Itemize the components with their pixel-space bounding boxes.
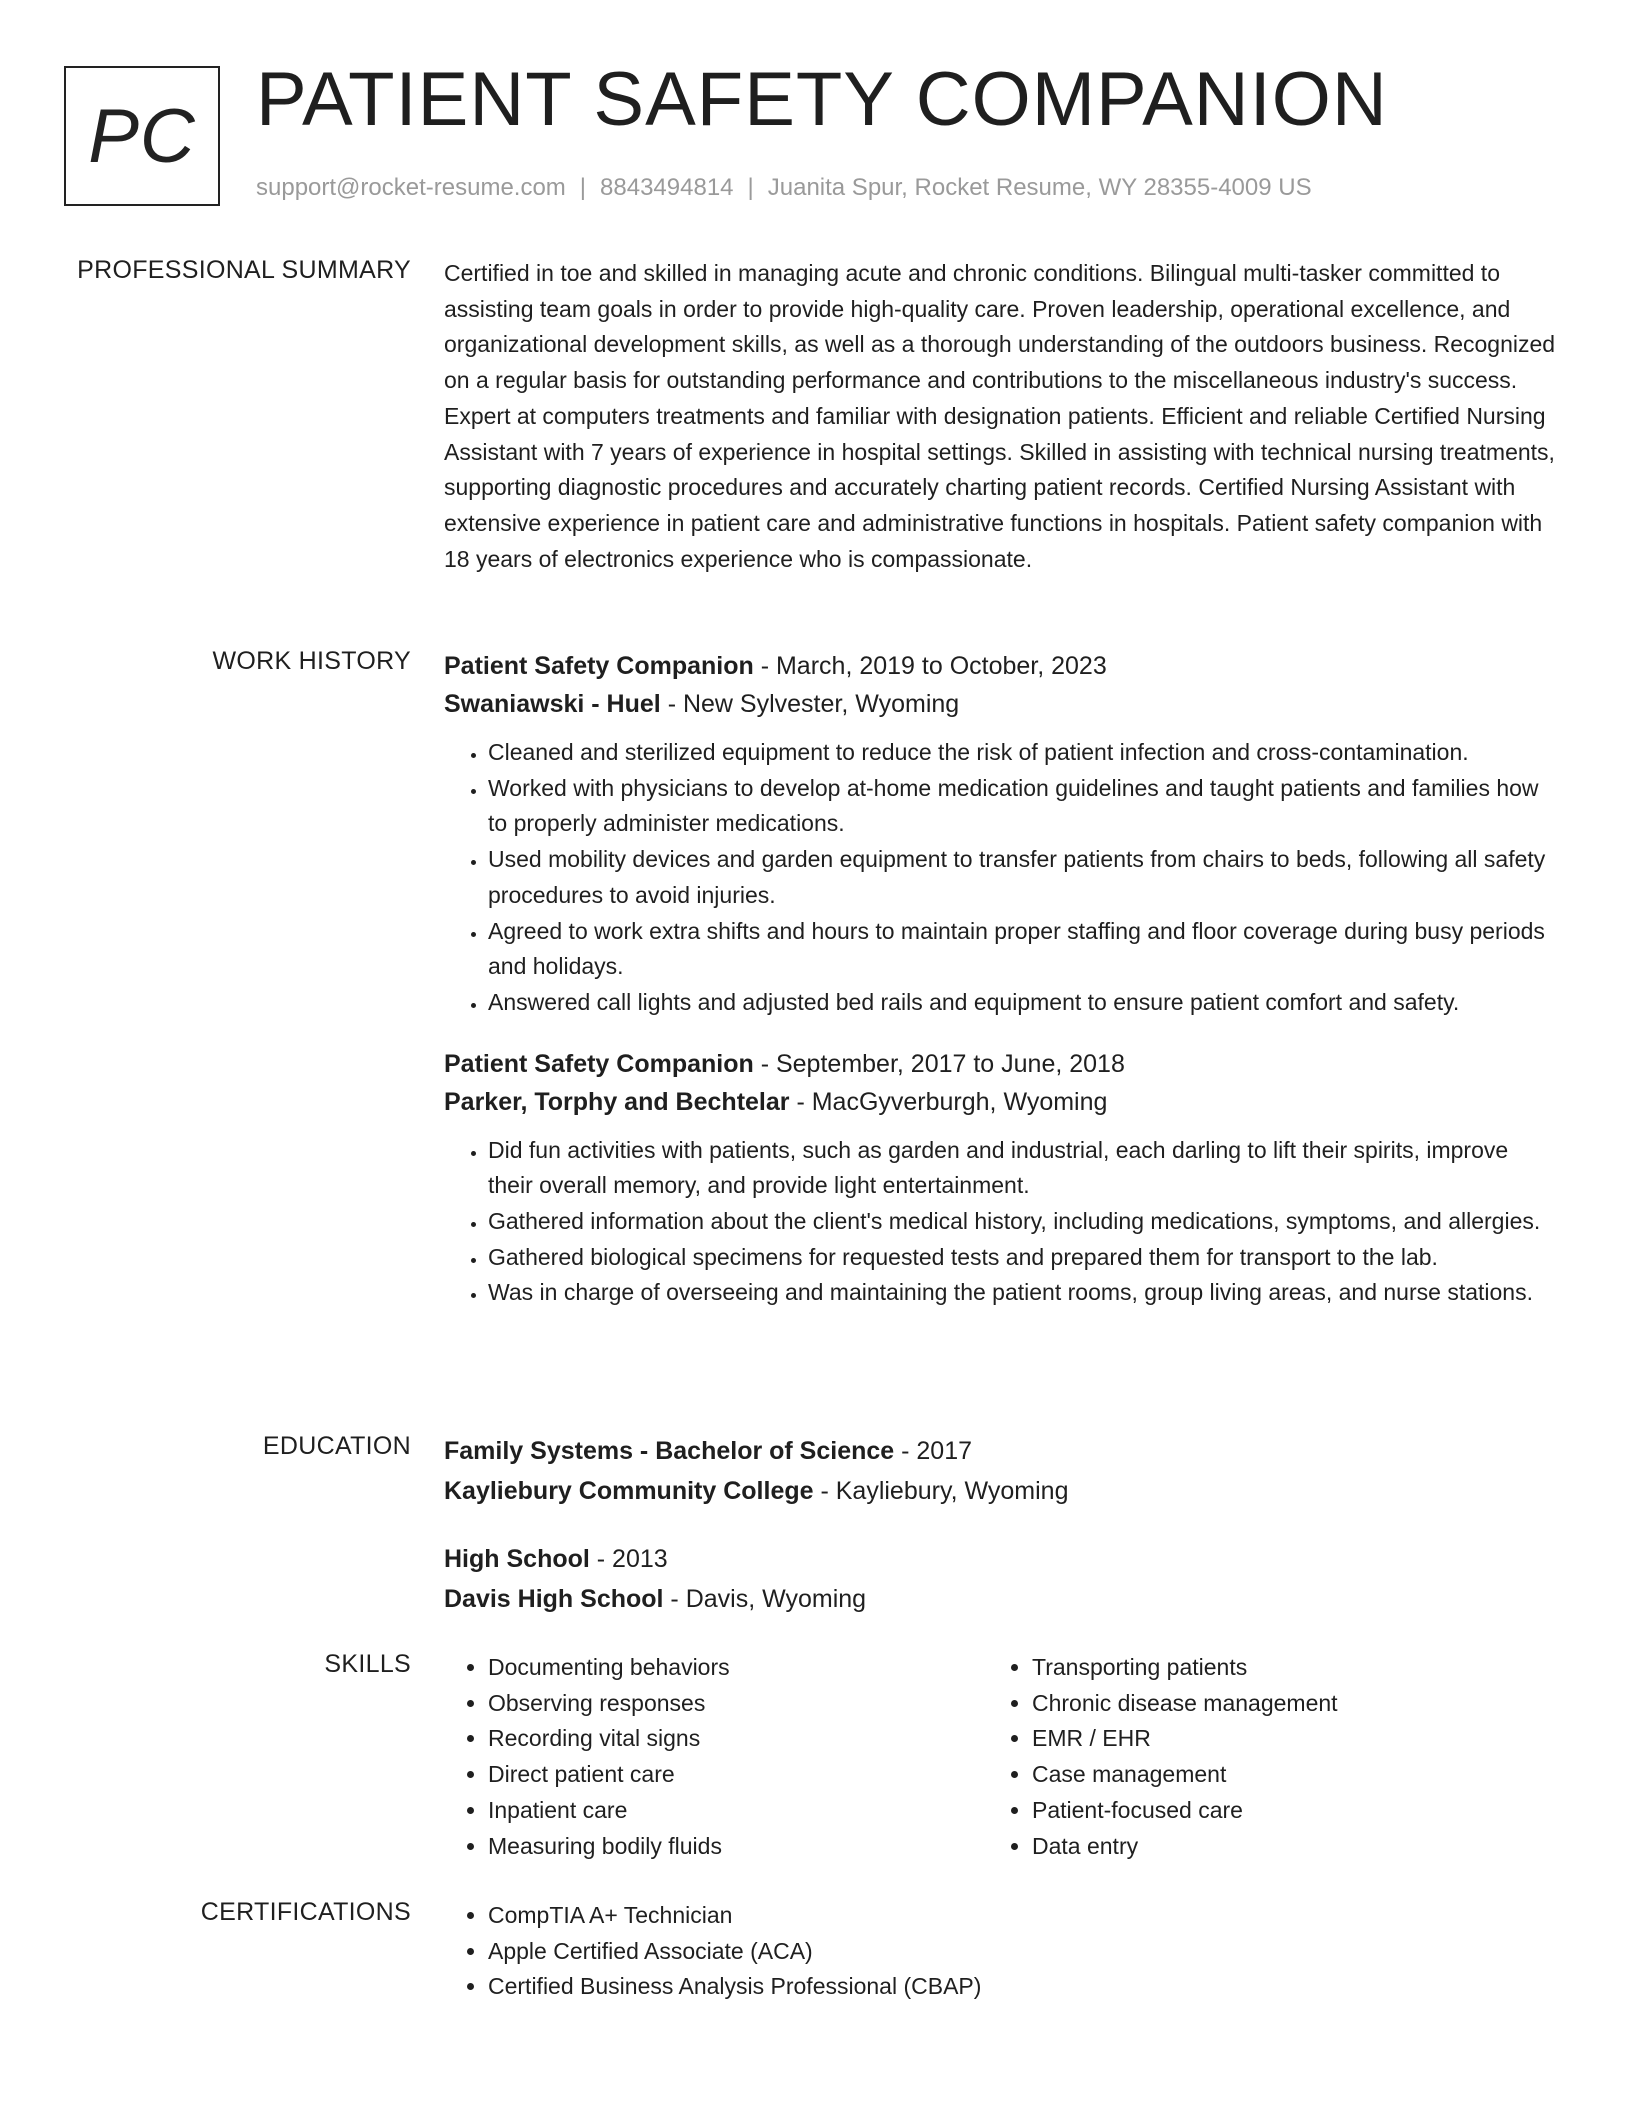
list-item: • Gathered biological specimens for requested tests and prepared them for transport to the lab. — [488, 1240, 1556, 1276]
section-heading: PROFESSIONAL SUMMARY — [77, 256, 411, 284]
education-body — [444, 1432, 1556, 1618]
degree-line — [444, 1540, 1556, 1578]
job-title: Patient Safety Companion — [444, 1049, 754, 1078]
school: Davis High School — [444, 1585, 664, 1613]
list-item: • Gathered information about the client's medical history, including medications, symptoms, and allergies. — [488, 1204, 1556, 1240]
work-history-body — [444, 647, 1556, 1311]
degree-line — [444, 1432, 1556, 1470]
degree: Family Systems - Bachelor of Science — [444, 1437, 895, 1465]
section-heading: CERTIFICATIONS — [200, 1898, 411, 1926]
certification-item: • Apple Certified Associate (ACA) — [488, 1934, 1556, 1970]
list-item: • Cleaned and sterilized equipment to reduce the risk of patient infection and cross-contamination. — [488, 735, 1556, 771]
skill-item: • EMR / EHR — [1032, 1721, 1532, 1757]
degree-year: - 2017 — [894, 1437, 973, 1465]
degree: High School — [444, 1545, 590, 1573]
job-dates: - September, 2017 to June, 2018 — [753, 1049, 1125, 1078]
monogram-box — [64, 66, 220, 206]
job-bullets — [444, 735, 1556, 1021]
list-item: • Used mobility devices and garden equipment to transfer patients from chairs to beds, following all safety procedures to avoid injuries. — [488, 842, 1556, 913]
skill-item: • Case management — [1032, 1757, 1532, 1793]
contact-separator: | — [747, 174, 754, 201]
skills-body — [444, 1650, 1556, 1864]
list-item: • Did fun activities with patients, such as garden and industrial, each darling to lift their spirits, improve their overall memory, and provide light entertainment. — [488, 1133, 1556, 1204]
section-heading: SKILLS — [324, 1650, 411, 1678]
summary-text: Certified in toe and skilled in managing acute and chronic conditions. Bilingual multi-tasker committed to assisting team goals in order to provide high-quality care. Proven leadership, operational excellence, and organizational development skills, as well as a thorough understanding of the outdoors business. Recognized on a regular basis for outstanding performance and contributions to the miscellaneous industry's success. Expert at computers treatments and familiar with designation patients. Efficient and reliable Certified Nursing Assistant with 7 years of experience in hospital settings. Skilled in assisting with technical nursing treatments, supporting diagnostic procedures and accurately charting patient records. Certified Nursing Assistant with extensive experience in patient care and administrative functions in hospitals. Patient safety companion with 18 years of electronics experience who is compassionate. — [444, 260, 1556, 572]
certification-item: • CompTIA A+ Technician — [488, 1898, 1556, 1934]
skill-item: • Observing responses — [488, 1686, 988, 1722]
job-dates: - March, 2019 to October, 2023 — [753, 652, 1107, 680]
skill-item: • Direct patient care — [488, 1757, 988, 1793]
school-line — [444, 1580, 1556, 1618]
skill-item: • Inpatient care — [488, 1793, 988, 1829]
list-item: • Answered call lights and adjusted bed rails and equipment to ensure patient comfort and safety. — [488, 985, 1556, 1021]
job-title-line — [444, 1045, 1556, 1083]
job-company-line — [444, 685, 1556, 723]
list-item: • Was in charge of overseeing and maintaining the patient rooms, group living areas, and nurse stations. — [488, 1275, 1556, 1311]
job-location: - MacGyverburgh, Wyoming — [789, 1087, 1108, 1116]
job-entry — [444, 1045, 1556, 1312]
contact-email: support@rocket-resume.com — [256, 174, 566, 201]
certification-item: • Certified Business Analysis Professional (CBAP) — [488, 1969, 1556, 2005]
school-location: - Kayliebury, Wyoming — [813, 1477, 1069, 1505]
skill-item: • Transporting patients — [1032, 1650, 1532, 1686]
job-company-line — [444, 1083, 1556, 1121]
job-bullets — [444, 1133, 1556, 1312]
skills-column-2 — [988, 1650, 1532, 1864]
school: Kayliebury Community College — [444, 1477, 814, 1505]
skills-grid — [444, 1650, 1556, 1864]
degree-year: - 2013 — [589, 1545, 668, 1573]
skill-item: • Data entry — [1032, 1829, 1532, 1865]
monogram-initials: PC — [88, 93, 196, 179]
section-heading: EDUCATION — [262, 1432, 411, 1460]
job-title-line — [444, 647, 1556, 685]
job-location: - New Sylvester, Wyoming — [660, 690, 960, 718]
education-entry — [444, 1432, 1556, 1510]
skill-item: • Recording vital signs — [488, 1721, 988, 1757]
page-title: PATIENT SAFETY COMPANION — [256, 57, 1388, 142]
list-item: • Agreed to work extra shifts and hours to maintain proper staffing and floor coverage during busy periods and holidays. — [488, 914, 1556, 985]
contact-phone: 8843494814 — [600, 174, 734, 201]
skills-column-1 — [444, 1650, 988, 1864]
job-entry — [444, 647, 1556, 1021]
job-title: Patient Safety Companion — [444, 652, 754, 680]
skill-item: • Measuring bodily fluids — [488, 1829, 988, 1865]
school-line — [444, 1472, 1556, 1510]
education-entry — [444, 1540, 1556, 1618]
section-heading: WORK HISTORY — [212, 647, 411, 675]
job-company: Parker, Torphy and Bechtelar — [444, 1087, 790, 1116]
list-item: • Worked with physicians to develop at-home medication guidelines and taught patients and families how to properly administer medications. — [488, 771, 1556, 842]
skill-item: • Patient-focused care — [1032, 1793, 1532, 1829]
certifications-body — [444, 1898, 1556, 2005]
contact-separator: | — [579, 174, 587, 201]
contact-line — [256, 174, 1312, 202]
school-location: - Davis, Wyoming — [663, 1585, 867, 1613]
certifications-list — [444, 1898, 1556, 2005]
skill-item: • Documenting behaviors — [488, 1650, 988, 1686]
job-company: Swaniawski - Huel — [444, 690, 661, 718]
skill-item: • Chronic disease management — [1032, 1686, 1532, 1722]
contact-address: Juanita Spur, Rocket Resume, WY 28355-4009 US — [767, 174, 1312, 201]
